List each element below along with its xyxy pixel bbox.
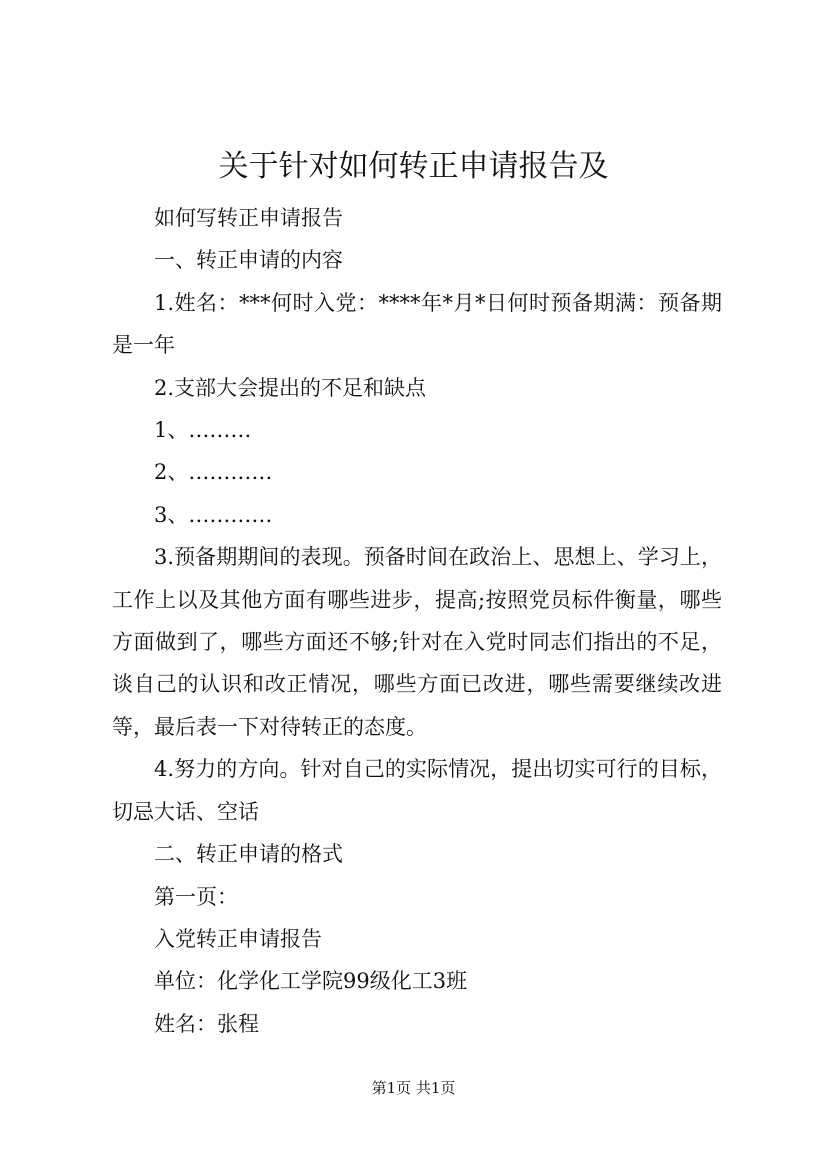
paragraph-heading: 如何写转正申请报告 bbox=[154, 206, 343, 230]
list-item: 3、………… bbox=[154, 502, 273, 527]
section-two-heading: 二、转正申请的格式 bbox=[154, 842, 343, 867]
list-item: 2、………… bbox=[154, 460, 273, 485]
list-item: 1、……… bbox=[154, 418, 252, 443]
section-one-heading: 一、转正申请的内容 bbox=[154, 248, 343, 273]
paragraph-name-dates: 1.姓名：***何时入党：****年*月*日何时预备期满：预备期是一年 bbox=[112, 290, 722, 358]
paragraph-performance: 3.预备期期间的表现。预备时间在政治上、思想上、学习上，工作上以及其他方面有哪些进步，提高;按照党员标件衡量，哪些方面做到了，哪些方面还不够;针对在入党时同志们指出的不足，谈自己的认识和改正情况，哪些方面已改进，哪些需要继续改进等，最后表一下对待转正的态度。 bbox=[112, 545, 722, 739]
paragraph-name: 姓名：张程 bbox=[154, 1011, 259, 1036]
paragraph-report-title: 入党转正申请报告 bbox=[154, 926, 322, 951]
document-title: 关于针对如何转正申请报告及 bbox=[218, 149, 609, 184]
paragraph-shortcomings: 2.支部大会提出的不足和缺点 bbox=[154, 375, 427, 400]
document-body bbox=[112, 197, 722, 1045]
paragraph-page-one: 第一页： bbox=[154, 884, 238, 909]
paragraph-direction: 4.努力的方向。针对自己的实际情况，提出切实可行的目标，切忌大话、空话 bbox=[112, 757, 722, 824]
page-footer: 第1页 共1页 bbox=[371, 1079, 456, 1097]
paragraph-unit: 单位：化学化工学院99级化工3班 bbox=[154, 969, 468, 994]
